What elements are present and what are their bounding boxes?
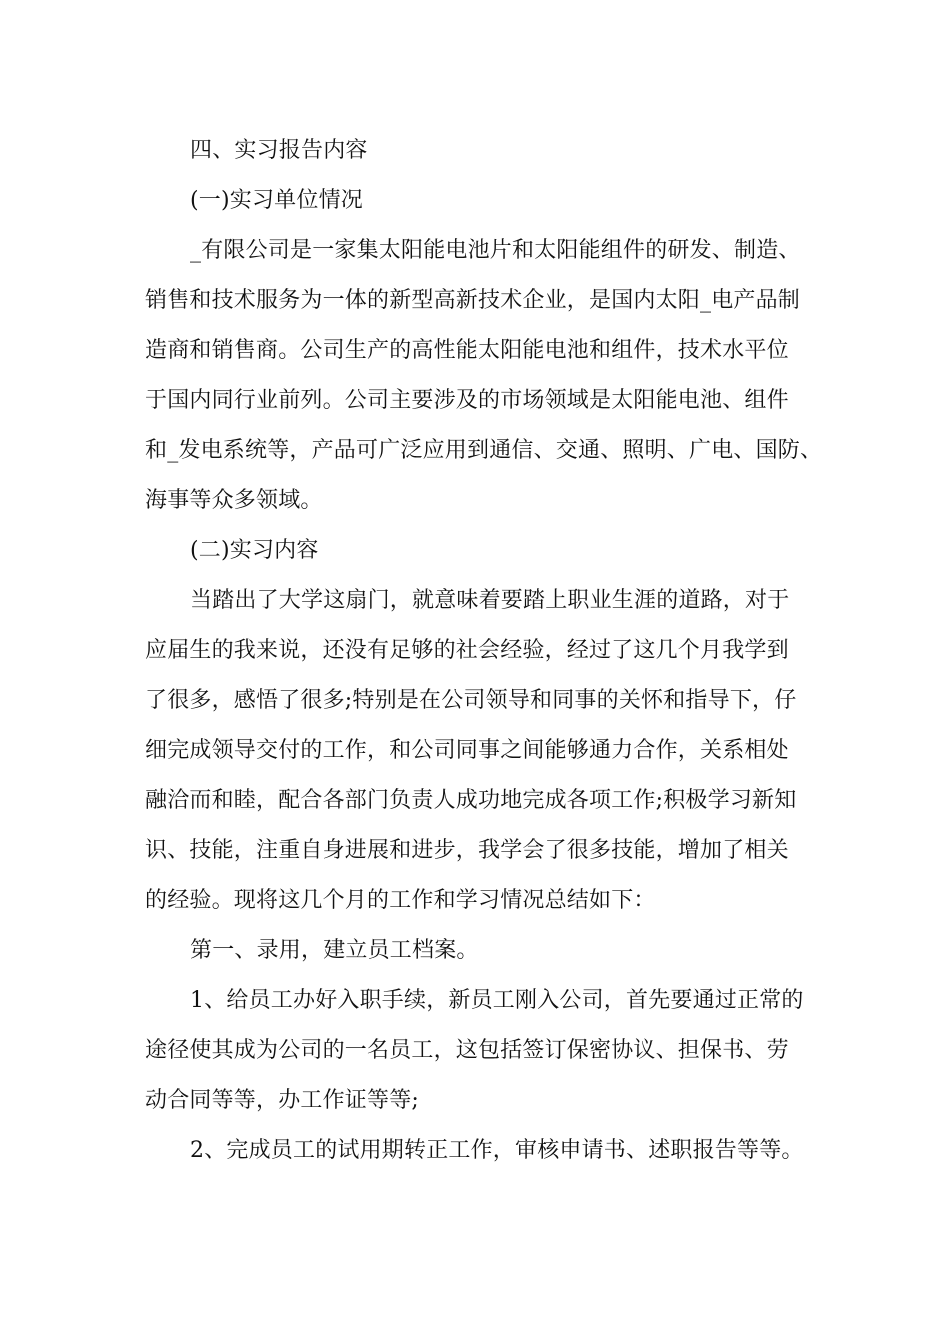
paragraph-line: _有限公司是一家集太阳能电池片和太阳能组件的研发、制造、 <box>190 238 801 263</box>
paragraph-line: 识、技能，注重自身进展和进步，我学会了很多技能，增加了相关 <box>145 838 789 863</box>
subsection-heading-unit: (一)实习单位情况 <box>190 188 363 213</box>
paragraph-line: 细完成领导交付的工作，和公司同事之间能够通力合作，关系相处 <box>145 738 789 763</box>
paragraph-line: 造商和销售商。公司生产的高性能太阳能电池和组件，技术水平位 <box>145 338 789 363</box>
paragraph-line: 2、完成员工的试用期转正工作，审核申请书、述职报告等等。 <box>190 1138 804 1163</box>
paragraph-line: 应届生的我来说，还没有足够的社会经验，经过了这几个月我学到 <box>145 638 789 663</box>
paragraph-line: 海事等众多领域。 <box>145 488 323 513</box>
paragraph-line: 于国内同行业前列。公司主要涉及的市场领域是太阳能电池、组件 <box>145 388 789 413</box>
section-heading-report-content: 四、实习报告内容 <box>190 138 368 163</box>
paragraph-line: 途径使其成为公司的一名员工，这包括签订保密协议、担保书、劳 <box>145 1038 789 1063</box>
paragraph-line: 当踏出了大学这扇门，就意味着要踏上职业生涯的道路，对于 <box>190 588 790 613</box>
paragraph-line: 融洽而和睦，配合各部门负责人成功地完成各项工作;积极学习新知 <box>145 788 797 813</box>
paragraph-line: 了很多，感悟了很多;特别是在公司领导和同事的关怀和指导下，仔 <box>145 688 797 713</box>
item-heading-hiring: 第一、录用，建立员工档案。 <box>190 938 479 963</box>
paragraph-line: 和_发电系统等，产品可广泛应用到通信、交通、照明、广电、国防、 <box>145 438 823 463</box>
paragraph-line: 1、给员工办好入职手续，新员工刚入公司，首先要通过正常的 <box>190 988 804 1013</box>
paragraph-line: 销售和技术服务为一体的新型高新技术企业，是国内太阳_电产品制 <box>145 288 801 313</box>
subsection-heading-content: (二)实习内容 <box>190 538 319 563</box>
paragraph-line: 的经验。现将这几个月的工作和学习情况总结如下： <box>145 888 656 913</box>
paragraph-line: 动合同等等，办工作证等等; <box>145 1088 420 1113</box>
